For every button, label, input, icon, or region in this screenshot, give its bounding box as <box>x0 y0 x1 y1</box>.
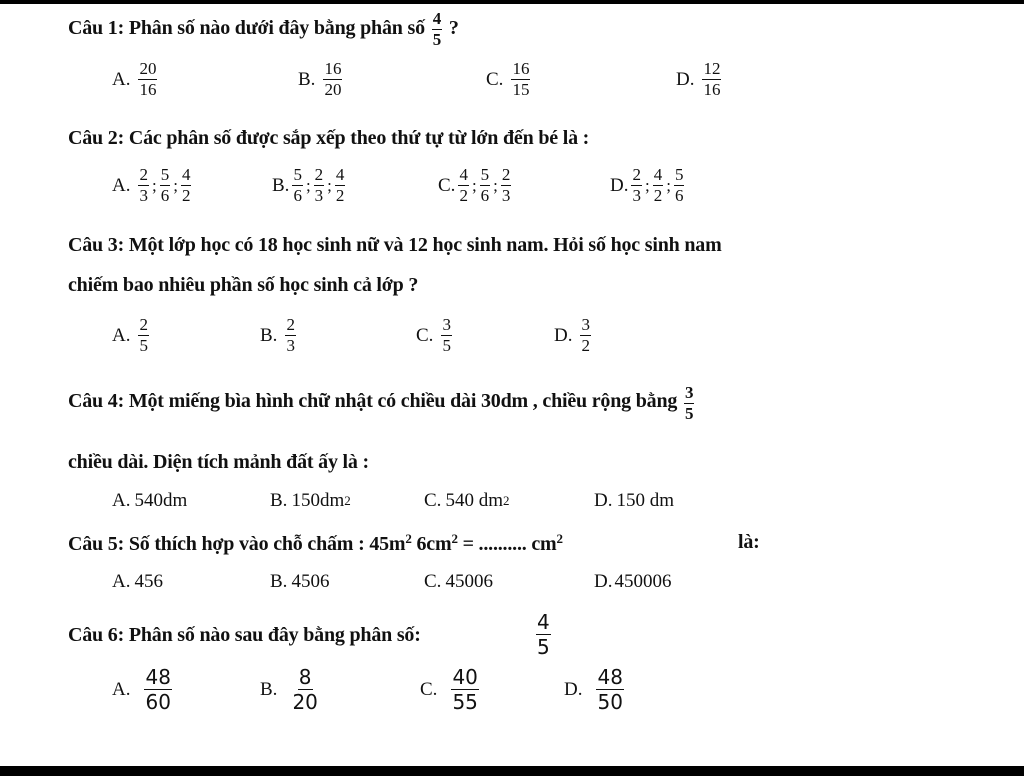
question-2 <box>68 127 589 150</box>
q1-option-d-fraction: $\frac{12}{16}$ <box>703 59 721 99</box>
q6-option-c[interactable]: C. $\frac{40}{55}$ <box>420 665 478 714</box>
question-1: Câu 1: Phân số nào dưới đây bằng phân số $\frac{4}{5}$ ? <box>68 9 459 49</box>
question-4-fraction: $\frac{3}{5}$ <box>685 383 694 423</box>
question-6: Câu 6: Phân số nào sau đây bằng phân số: <box>68 624 421 646</box>
q2-option-c[interactable]: C. $\frac{4}{2}$ ; $\frac{5}{6}$ ; $\frac{2}{3}$ <box>438 165 511 205</box>
q1-option-a-fraction: $\frac{20}{16}$ <box>139 59 157 99</box>
q6-option-b[interactable]: B. $\frac{8}{20}$ <box>260 665 318 714</box>
q3-option-d[interactable]: D. $\frac{3}{2}$ <box>554 315 590 355</box>
q3-option-a[interactable]: A. $\frac{2}{5}$ <box>112 315 148 355</box>
question-3-line-1: Câu 3: Một lớp học có 18 học sinh nữ và 12 học sinh nam. Hỏi số học sinh nam <box>68 234 722 256</box>
question-2-text: Câu 2: Các phân số được sắp xếp theo thứ tự từ lớn đến bé là : <box>68 127 590 149</box>
q1-option-b[interactable]: B. $\frac{16}{20}$ <box>298 59 342 99</box>
q1-option-a[interactable]: A. $\frac{20}{16}$ <box>112 59 157 99</box>
question-1-text: Câu 1: Phân số nào dưới đây bằng phân số <box>68 17 425 40</box>
q1-option-b-fraction: $\frac{16}{20}$ <box>324 59 342 99</box>
q1-option-c[interactable]: C. $\frac{16}{15}$ <box>486 59 530 99</box>
q1-option-c-fraction: $\frac{16}{15}$ <box>512 59 530 99</box>
q3-option-c[interactable]: C. $\frac{3}{5}$ <box>416 315 451 355</box>
bottom-border <box>0 766 1024 776</box>
q5-option-b[interactable]: B. 4506 <box>270 571 330 592</box>
question-5: Câu 5: Số thích hợp vào chỗ chấm : $45m^2$ $6cm^2$ = .......... $cm^2$ <box>68 531 563 555</box>
question-5-tail: là: <box>738 531 760 553</box>
question-4-line-1: Câu 4: Một miếng bìa hình chữ nhật có chiều dài 30dm , chiều rộng bằng $\frac{3}{5}$ <box>68 383 694 423</box>
q6-option-a[interactable]: A. $\frac{48}{60}$ <box>112 665 171 714</box>
answer-blank: = .......... cm <box>457 533 557 555</box>
question-1-fraction: $\frac{4}{5}$ <box>432 9 441 49</box>
q5-option-a[interactable]: A. 456 <box>112 571 163 592</box>
q6-option-d[interactable]: D. $\frac{48}{50}$ <box>564 665 623 714</box>
question-3-line-2: chiếm bao nhiêu phần số học sinh cả lớp ? <box>68 274 419 296</box>
q2-option-b[interactable]: B. $\frac{5}{6}$ ; $\frac{2}{3}$ ; $\frac{4}{2}$ <box>272 165 345 205</box>
q2-option-a[interactable]: A. $\frac{2}{3}$ ; $\frac{5}{6}$ ; $\frac{4}{2}$ <box>112 165 191 205</box>
q4-option-d[interactable]: D. 150 dm <box>594 490 675 511</box>
q4-option-c[interactable]: C. 540 dm 2 <box>424 490 510 511</box>
question-4-line-2: chiều dài. Diện tích mảnh đất ấy là : <box>68 451 369 473</box>
q2-option-d[interactable]: D. $\frac{2}{3}$ ; $\frac{4}{2}$ ; $\frac{5}{6}$ <box>610 165 684 205</box>
top-border <box>0 0 1024 4</box>
q1-option-d[interactable]: D. $\frac{12}{16}$ <box>676 59 721 99</box>
q4-option-b[interactable]: B. 150dm 2 <box>270 490 351 511</box>
q4-option-a[interactable]: A. 540dm <box>112 490 188 511</box>
q5-option-c[interactable]: C. 45006 <box>424 571 493 592</box>
q3-option-b[interactable]: B. $\frac{2}{3}$ <box>260 315 295 355</box>
q5-option-d[interactable]: D. 450006 <box>594 571 672 592</box>
question-6-fraction: $\frac{4}{5}$ <box>537 610 550 659</box>
